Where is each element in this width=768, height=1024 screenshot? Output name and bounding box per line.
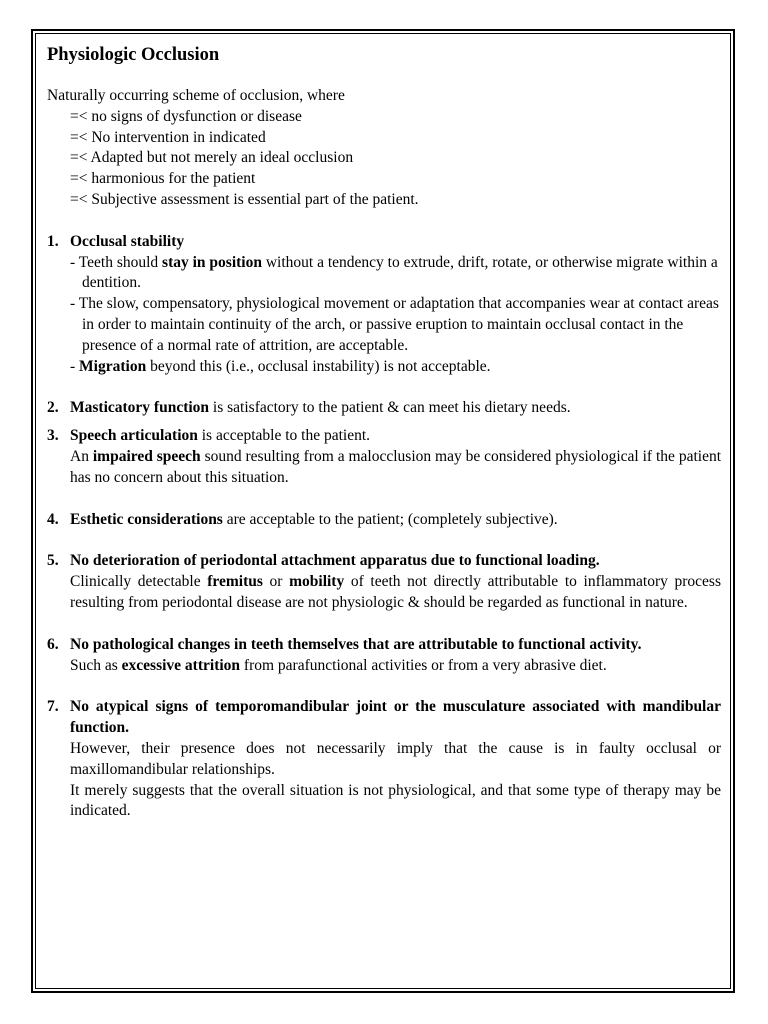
intro-lead: Naturally occurring scheme of occlusion, where — [47, 87, 345, 104]
criterion-heading: Occlusal stability — [70, 232, 185, 250]
page-title: Physiologic Occlusion — [47, 45, 220, 65]
criterion-text: Speech articulation is acceptable to the patient. — [70, 427, 371, 445]
criterion-point: - The slow, compensatory, physiological movement or adaptation that accompanies wear at contact areas in order to maintain continuity of the arch, or passive eruption to maintain occlusal contact in the presence of a normal rate of attrition, are acceptable. — [70, 295, 719, 354]
criterion-body: It merely suggests that the overall situation is not physiological, and that some type of therapy may be indicated. — [70, 781, 721, 820]
intro-item: =< No intervention in indicated — [70, 128, 266, 146]
criterion-tmj-signs — [47, 697, 721, 822]
criterion-text: Masticatory function is satisfactory to the patient & can meet his dietary needs. — [70, 399, 571, 417]
list-number: 2. — [47, 399, 59, 417]
criterion-body: However, their presence does not necessarily imply that the cause is in faulty occlusal or maxillomandibular relationships. — [70, 739, 721, 778]
criterion-pathological-changes — [47, 635, 721, 677]
intro-item: =< Subjective assessment is essential part of the patient. — [70, 190, 419, 208]
list-number: 1. — [47, 232, 59, 250]
intro-item: =< harmonious for the patient — [70, 170, 256, 188]
criterion-periodontal-attachment — [47, 551, 721, 613]
criterion-heading: No pathological changes in teeth themselves that are attributable to functional activity. — [70, 635, 642, 653]
list-number: 5. — [47, 552, 59, 570]
criterion-body: An impaired speech sound resulting from a malocclusion may be considered physiological if the patient has no concern about this situation. — [70, 447, 722, 486]
document-body — [47, 43, 721, 822]
criterion-text: Esthetic considerations are acceptable to the patient; (completely subjective). — [70, 510, 558, 528]
criterion-point: - Migration beyond this (i.e., occlusal instability) is not acceptable. — [70, 357, 491, 375]
criterion-masticatory-function — [47, 398, 721, 419]
criterion-heading: No deterioration of periodontal attachment apparatus due to functional loading. — [70, 552, 600, 570]
list-number: 6. — [47, 635, 59, 653]
list-number: 4. — [47, 510, 59, 528]
criterion-esthetic-considerations — [47, 510, 721, 531]
intro-item: =< no signs of dysfunction or disease — [70, 107, 302, 125]
criterion-occlusal-stability — [47, 232, 721, 378]
list-number: 7. — [47, 698, 59, 716]
criterion-point: - Teeth should stay in position without a tendency to extrude, drift, rotate, or otherwise migrate within a dentition. — [70, 253, 718, 292]
list-number: 3. — [47, 427, 59, 445]
intro-item: =< Adapted but not merely an ideal occlusion — [70, 149, 354, 167]
criterion-speech-articulation — [47, 426, 721, 488]
criterion-heading: No atypical signs of temporomandibular joint or the musculature associated with mandibular function. — [70, 698, 721, 737]
criterion-body: Such as excessive attrition from parafunctional activities or from a very abrasive diet. — [70, 656, 607, 674]
criterion-body: Clinically detectable fremitus or mobility of teeth not directly attributable to inflammatory process resulting from periodontal disease are not physiologic & should be regarded as functional in nature. — [70, 573, 721, 611]
criteria-list — [47, 232, 721, 822]
